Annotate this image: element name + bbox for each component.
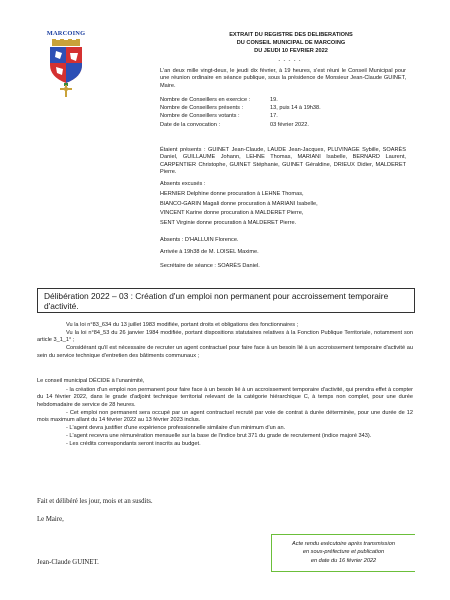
decision-paragraph: - Les crédits correspondants seront inscrits au budget.	[66, 440, 201, 447]
mayor-label: Le Maire,	[37, 516, 64, 523]
closing-formula: Fait et délibéré les jour, mois et an susdits.	[37, 498, 153, 505]
fact-label: Date de la convocation :	[160, 121, 221, 128]
deliberation-title: Délibération 2022 – 03 : Création d'un emploi non permanent pour accroissement temporaire d'activité.	[37, 288, 415, 313]
decision-paragraph: - L'agent devra justifier d'une expérience professionnelle similaire d'un minimum d'un an.	[66, 424, 286, 431]
logo-name: MARCOING	[46, 30, 86, 37]
fact-label: Nombre de Conseillers en exercice :	[160, 97, 251, 103]
decision-paragraph: - L'agent recevra une rémunération mensuelle sur la base de l'indice brut 371 du grade de recrutement (indice majoré 343).	[66, 432, 372, 439]
fact-row	[160, 122, 406, 130]
excused-list	[160, 191, 406, 229]
decision-paragraph: - la création d'un emploi non permanent pour faire face à un besoin lié à un accroissement temporaire d'activité, qui prendra effet à compter du 14 février 2022, dans le grade d'adjoint technique territorial relevant de la catégorie hiérarchique C, à temps non complet, pour une durée hebdomadaire de service de 28 heures.	[37, 386, 413, 408]
considerant-paragraph: Vu la loi n°83_634 du 13 juillet 1983 modifiée, portant droits et obligations des fonctionnaires ;	[66, 322, 299, 328]
excused-title: Absents excusés :	[160, 181, 206, 187]
excused-item: SENT Virginie donne procuration à MALDERET Pierre.	[160, 219, 297, 226]
header-line-2: DU CONSEIL MUNICIPAL DE MARCOING	[236, 39, 346, 46]
considerant-paragraph: Considérant qu'il est nécessaire de recruter un agent contractuel pour faire face à un besoin lié à un accroissement temporaire d'activité au sein du service technique d'entretien des bâtiments communaux ;	[37, 345, 413, 359]
fact-row	[160, 97, 406, 105]
fact-value: 19.	[270, 97, 278, 103]
coat-of-arms-icon	[46, 39, 86, 97]
decision-section	[37, 378, 413, 448]
present-members: Étaient présents : GUINET Jean-Claude, LAUDE Jean-Jacques, PLUVINAGE Sybille, SOARÈS Daniel, GUILLAUME Johann, LEHNE Thomas, MARIANI Isabelle, BERNARD Laurent, CARPENTIER Christophe, GUINET Stéphanie, GUINET Géraldine, DRIEUX Didier, MALDERET Pierre.	[160, 147, 406, 176]
fact-label: Nombre de Conseillers présents :	[160, 105, 244, 112]
session-secretary: Secrétaire de séance : SOARÈS Daniel.	[160, 263, 260, 269]
enforcement-note	[271, 534, 415, 572]
enforcement-note-line: en sous-préfecture et publication	[302, 549, 385, 556]
fact-row	[160, 113, 406, 121]
fact-label: Nombre de Conseillers votants :	[160, 113, 240, 120]
fact-value: 13, puis 14 à 19h38.	[270, 105, 321, 112]
fact-value: 03 février 2022.	[270, 121, 309, 128]
enforcement-note-line: en date du 16 février 2022	[310, 557, 377, 564]
excused-item: VINCENT Karine donne procuration à MALDERET Pierre,	[160, 210, 304, 217]
absents: Absents : D'HALLUIN Florence.	[160, 237, 239, 243]
signatory-name: Jean-Claude GUINET.	[37, 559, 99, 566]
considerants	[37, 322, 413, 360]
registry-header	[196, 32, 386, 55]
header-line-3: DU JEUDI 10 FEVRIER 2022	[254, 47, 328, 54]
council-facts	[160, 97, 406, 130]
fact-row	[160, 105, 406, 113]
excused-item: BIANCO-GARIN Magali donne procuration à MARIANI Isabelle,	[160, 200, 318, 207]
enforcement-note-line: Acte rendu exécutoire après transmission	[292, 541, 395, 547]
considerant-paragraph: Vu la loi n°84_53 du 26 janvier 1984 modifiée, portant dispositions statutaires relatives à la Fonction Publique Territoriale, notamment son article 3_1_1° ;	[37, 329, 413, 344]
excused-item: HERNIER Delphine donne procuration à LEHNE Thomas,	[160, 191, 304, 197]
decision-intro: Le conseil municipal DÉCIDE à l'unanimité,	[37, 378, 145, 384]
header-line-1: EXTRAIT DU REGISTRE DES DELIBERATIONS	[229, 32, 353, 38]
decision-paragraph: - Cet emploi non permanent sera occupé par un agent contractuel recruté par voie de contrat à durée déterminée, pour une durée de 12 mois maximum allant du 14 février 2022 au 13 février 2023 inclus.	[37, 409, 413, 423]
arrival-note: Arrivée à 19h38 de M. LOISEL Maxime.	[160, 249, 259, 255]
preamble: L'an deux mille vingt-deux, le jeudi dix février, à 19 heures, s'est réuni le Conseil Municipal pour une réunion ordinaire en séance publique, sous la présidence de Monsieur Jean-Claude GUINET, Maire.	[160, 68, 406, 89]
header-separator: - - - - -	[278, 58, 302, 64]
municipal-logo	[44, 30, 88, 97]
fact-value: 17.	[270, 113, 278, 120]
